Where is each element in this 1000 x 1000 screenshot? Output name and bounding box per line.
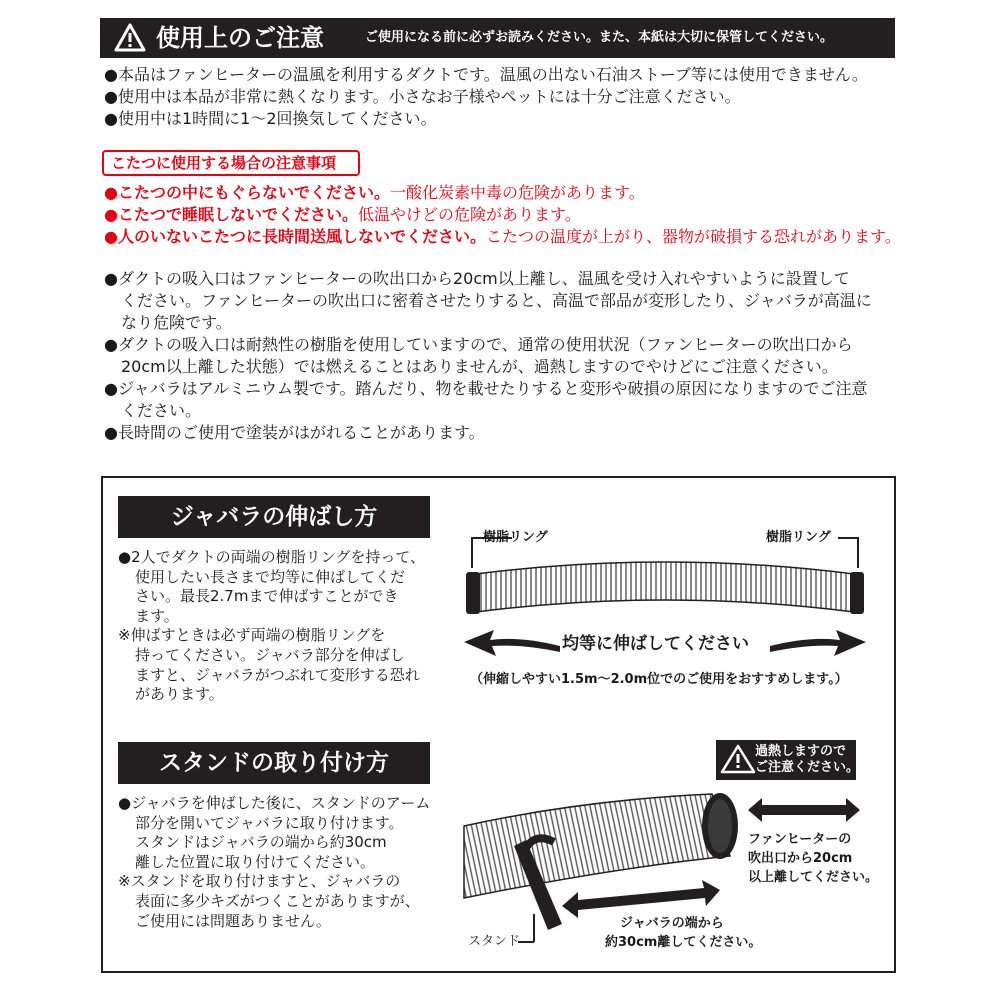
note-line: ください。 [121,401,202,420]
heater-distance-line3: 以上離してください。 [748,870,879,885]
kotatsu-item-rest: こたつの温度が上がり、器物が破損する恐れがあります。 [485,227,901,246]
note-line: ●ダクトの吸入口は耐熱性の樹脂を使用していますので、通常の使用状況（ファンヒーターの吹出口から [104,335,853,354]
arrow-left-icon [464,630,560,656]
stand-line: ●ジャバラを伸ばした後に、スタンドのアーム [118,794,431,812]
recommend-note: （伸縮しやすい1.5m～2.0m位でのご使用をおすすめします。） [470,672,848,687]
kotatsu-item-rest: 一酸化炭素中毒の危険があります。 [389,183,645,202]
extend-arrow-label: 均等に伸ばしてください [562,634,749,654]
note-line: ●ジャバラはアルミニウム製です。踏んだり、物を載せたりすると変形や破損の原因になりますのでご注意 [104,379,868,398]
precaution-item: ●本品はファンヒーターの温風を利用するダクトです。温風の出ない石油ストーブ等には使用できません。 [104,65,868,84]
extend-line: ●2人でダクトの両端の樹脂リングを持って、 [118,548,426,566]
note-line: 20cm以上離した状態）では燃えることはありませんが、過熱しますのでやけどにご注意ください。 [121,357,838,376]
precaution-item: ●使用中は本品が非常に熱くなります。小さなお子様やペットには十分ご注意ください。 [104,87,741,106]
header-bar [100,18,895,58]
stand-line: 部分を開いてジャバラに取り付けます。 [135,813,404,832]
extend-line: ※伸ばすときは必ず両端の樹脂リングを [118,626,386,645]
stand-instructions [118,794,430,931]
overheat-warning-line2: ご注意ください。 [755,760,860,775]
kotatsu-heading: こたつに使用する場合の注意事項 [102,150,360,176]
warning-triangle-icon [114,23,146,52]
extend-line: 持ってください。ジャバラ部分を伸ばし [135,645,405,664]
kotatsu-item-bold: ●こたつの中にもぐらないでください。 [104,183,390,202]
notes-list [104,268,872,444]
kotatsu-item [104,204,901,226]
note-line: ●長時間のご使用で塗装がはがれることがあります。 [104,423,485,442]
extend-line: さい。最長2.7mまで伸ばすことができ [135,587,399,606]
extend-section-title: ジャバラの伸ばし方 [118,496,430,538]
end-distance-line2: 約30cm離してください。 [605,935,762,950]
resin-ring-left [466,572,480,614]
page-title: 使用上のご注意 [156,24,324,52]
arrow-right-icon [770,630,866,656]
stand-section-title: スタンドの取り付け方 [118,742,430,784]
note-line: ●ダクトの吸入口はファンヒーターの吹出口から20cm以上離し、温風を受け入れやすいように設置して [104,269,850,288]
kotatsu-item [104,226,901,248]
precaution-item: ●使用中は1時間に1～2回換気してください。 [104,109,437,128]
extend-line: ますと、ジャバラがつぶれて変形する恐れ [135,665,420,684]
stand-label: スタンド [468,934,521,949]
kotatsu-list [104,182,901,248]
extend-line: 使用したい長さまで均等に伸ばしてくだ [135,567,406,586]
stand-line: ※スタンドを取り付けますと、ジャバラの [118,872,401,891]
stand-line: ご使用には問題ありません。 [135,911,331,930]
extend-line: があります。 [135,685,224,704]
precaution-list [104,64,868,130]
extend-line: ます。 [135,606,179,625]
overheat-warning-line1: 過熱しますので [755,744,847,759]
note-line: ください。ファンヒーターの吹出口に密着させたりすると、高温で部品が変形したり、ジャバラが高温に [121,291,872,310]
ring-label-left: 樹脂リング [483,530,548,545]
stand-line: 離した位置に取り付けてください。 [135,852,376,871]
double-arrow-icon [748,798,860,822]
kotatsu-item-rest: 低温やけどの危険があります。 [357,205,581,224]
heater-distance-line2: 吹出口から20cm [748,851,853,866]
resin-ring-right [850,572,864,614]
kotatsu-item-bold: ●こたつで睡眠しないでください。 [104,205,358,224]
end-distance-line1: ジャバラの端から [620,916,724,931]
kotatsu-item-bold: ●人のいないこたつに長時間送風しないでください。 [104,227,486,246]
stand-line: 表面に多少キズがつくことがありますが、 [135,891,420,910]
kotatsu-item [104,182,901,204]
extend-instructions [118,548,425,705]
double-arrow-icon [562,880,720,918]
ring-label-right: 樹脂リング [766,530,831,545]
header-note: ご使用になる前に必ずお読みください。また、本紙は大切に保管してください。 [365,30,834,45]
stand-line: スタンドはジャバラの端から約30cm [135,833,387,852]
note-line: なり危険です。 [121,313,232,332]
heater-distance-line1: ファンヒーターの [748,832,852,847]
